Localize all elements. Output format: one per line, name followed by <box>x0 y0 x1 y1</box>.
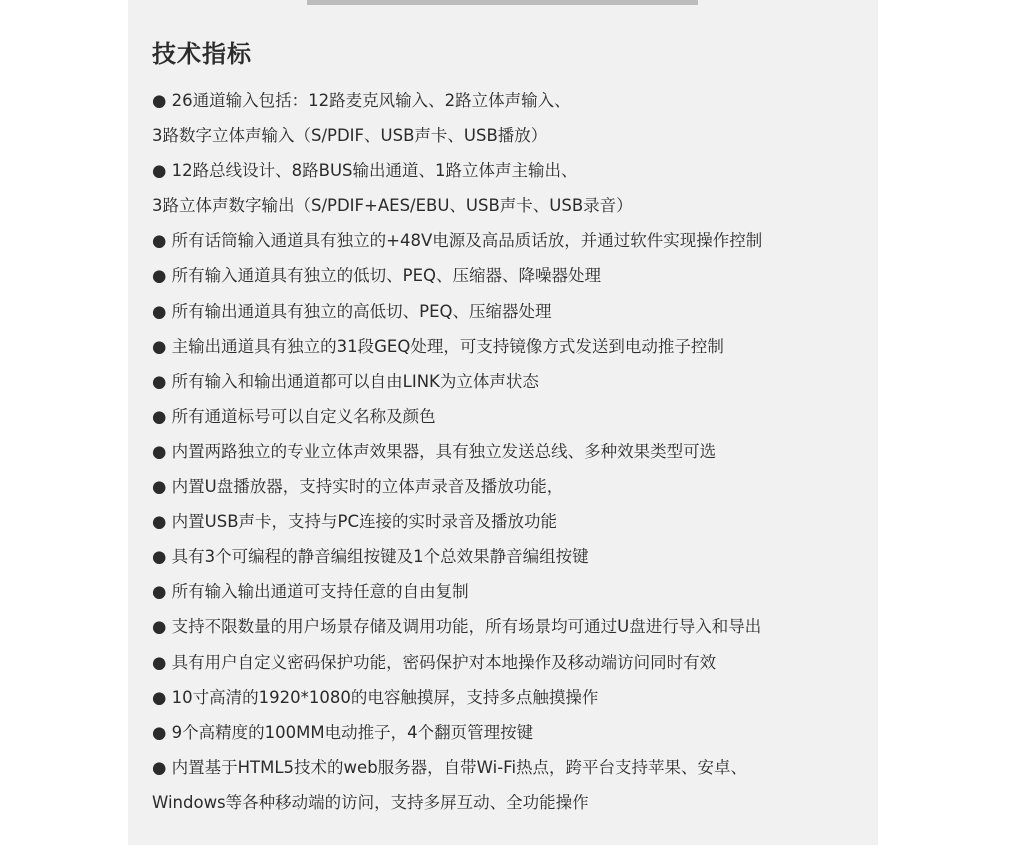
spec-line: 3路立体声数字输出（S/PDIF+AES/EBU、USB声卡、USB录音） <box>152 196 633 216</box>
spec-line: ● 内置基于HTML5技术的web服务器，自带Wi-Fi热点，跨平台支持苹果、安卓、 <box>152 757 748 777</box>
spec-line: ● 内置两路独立的专业立体声效果器，具有独立发送总线、多种效果类型可选 <box>152 441 717 461</box>
section-title: 技术指标 <box>152 40 252 68</box>
spec-line: ● 所有话筒输入通道具有独立的+48V电源及高品质话放，并通过软件实现操作控制 <box>152 231 763 251</box>
spec-line: ● 12路总线设计、8路BUS输出通道、1路立体声主输出、 <box>152 161 578 181</box>
top-image-edge <box>307 0 698 5</box>
spec-line: ● 支持不限数量的用户场景存储及调用功能，所有场景均可通过U盘进行导入和导出 <box>152 617 762 637</box>
spec-panel <box>128 0 878 845</box>
spec-line: ● 10寸高清的1920*1080的电容触摸屏，支持多点触摸操作 <box>152 687 599 707</box>
spec-line: ● 具有用户自定义密码保护功能，密码保护对本地操作及移动端访问同时有效 <box>152 652 717 672</box>
spec-line: ● 所有输入通道具有独立的低切、PEQ、压缩器、降噪器处理 <box>152 266 602 286</box>
spec-line: ● 主输出通道具有独立的31段GEQ处理，可支持镜像方式发送到电动推子控制 <box>152 336 724 356</box>
spec-line: ● 内置USB声卡，支持与PC连接的实时录音及播放功能 <box>152 512 557 532</box>
spec-line: ● 内置U盘播放器，支持实时的立体声录音及播放功能， <box>152 477 564 497</box>
spec-line: ● 所有输出通道具有独立的高低切、PEQ、压缩器处理 <box>152 301 552 321</box>
spec-line: ● 26通道输入包括：12路麦克风输入、2路立体声输入、 <box>152 91 571 110</box>
spec-line: ● 所有输入和输出通道都可以自由LINK为立体声状态 <box>152 371 539 391</box>
spec-line: ● 9个高精度的100MM电动推子，4个翻页管理按键 <box>152 722 534 742</box>
spec-line: ● 具有3个可编程的静音编组按键及1个总效果静音编组按键 <box>152 547 589 567</box>
spec-line: Windows等各种移动端的访问，支持多屏互动、全功能操作 <box>152 792 589 812</box>
spec-list <box>152 83 867 820</box>
spec-line: ● 所有通道标号可以自定义名称及颜色 <box>152 406 436 426</box>
spec-line: ● 所有输入输出通道可支持任意的自由复制 <box>152 582 469 602</box>
spec-line: 3路数字立体声输入（S/PDIF、USB声卡、USB播放） <box>152 126 548 146</box>
